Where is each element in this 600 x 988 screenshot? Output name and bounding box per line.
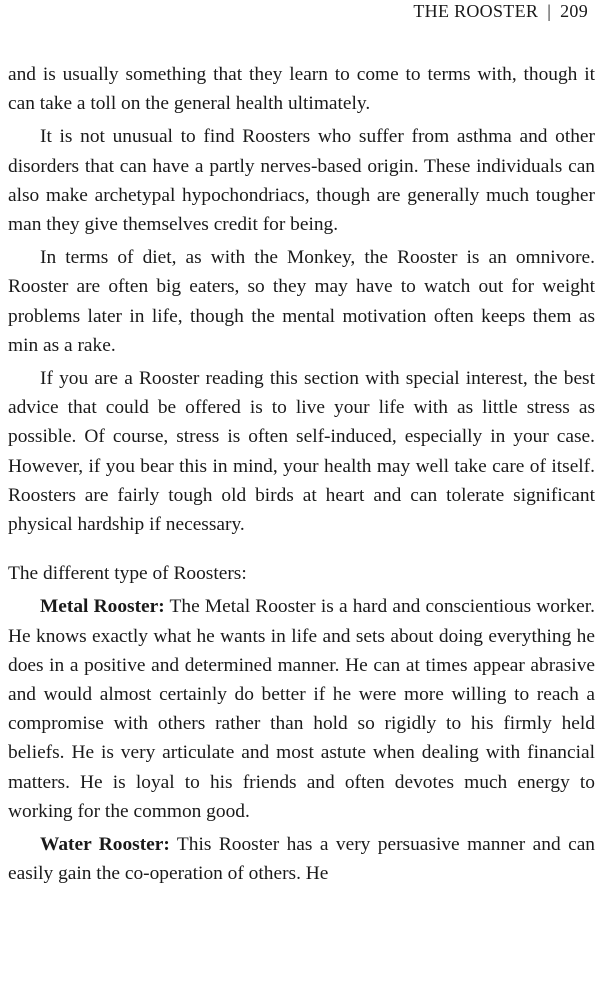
page-body xyxy=(8,60,595,892)
type-text-metal: The Metal Rooster is a hard and conscientious worker. He knows exactly what he wants in life and sets about doing everything he does in a positive and determined manner. He can at times appear abrasive and would almost certainly do better if he were more willing to reach a compromise with others rather than hold so rigidly to his firmly held beliefs. He is very articulate and most astute when dealing with financial matters. He is loyal to his friends and often devotes much energy to working for the common good. xyxy=(8,596,595,822)
paragraph-continued: and is usually something that they learn to come to terms with, though it can take a toll on the general health ultimately. xyxy=(8,64,595,115)
type-entry-metal xyxy=(8,592,595,826)
running-header xyxy=(413,0,588,26)
header-separator: | xyxy=(547,1,552,21)
type-term-metal: Metal Rooster: xyxy=(40,596,165,618)
type-term-water: Water Rooster: xyxy=(40,834,170,856)
type-entry-water xyxy=(8,830,595,888)
paragraph-advice: If you are a Rooster reading this section with special interest, the best advice that could be offered is to live your life with as little stress as possible. Of course, stress is often self-induced, especially in your case. However, if you bear this in mind, your health may well take care of itself. Roosters are fairly tough old birds at heart and can tolerate significant physical hardship if necessary. xyxy=(8,368,595,536)
paragraph-asthma: It is not unusual to find Roosters who suffer from asthma and other disorders that can have a partly nerves-based origin. These individuals can also make archetypal hypochondriacs, though are generally much tougher man they give themselves credit for being. xyxy=(8,126,595,236)
types-heading: The different type of Roosters: xyxy=(8,563,247,585)
type-text-water: This Rooster has a very persuasive manner and can easily gain the co-operation of others. He xyxy=(8,834,595,885)
running-header-title: THE ROOSTER xyxy=(413,1,539,21)
paragraph-diet: In terms of diet, as with the Monkey, the Rooster is an omnivore. Rooster are often big eaters, so they may have to watch out for weight problems later in life, though the mental motivation often keeps them as min as a rake. xyxy=(8,247,595,356)
page-number: 209 xyxy=(560,1,588,21)
